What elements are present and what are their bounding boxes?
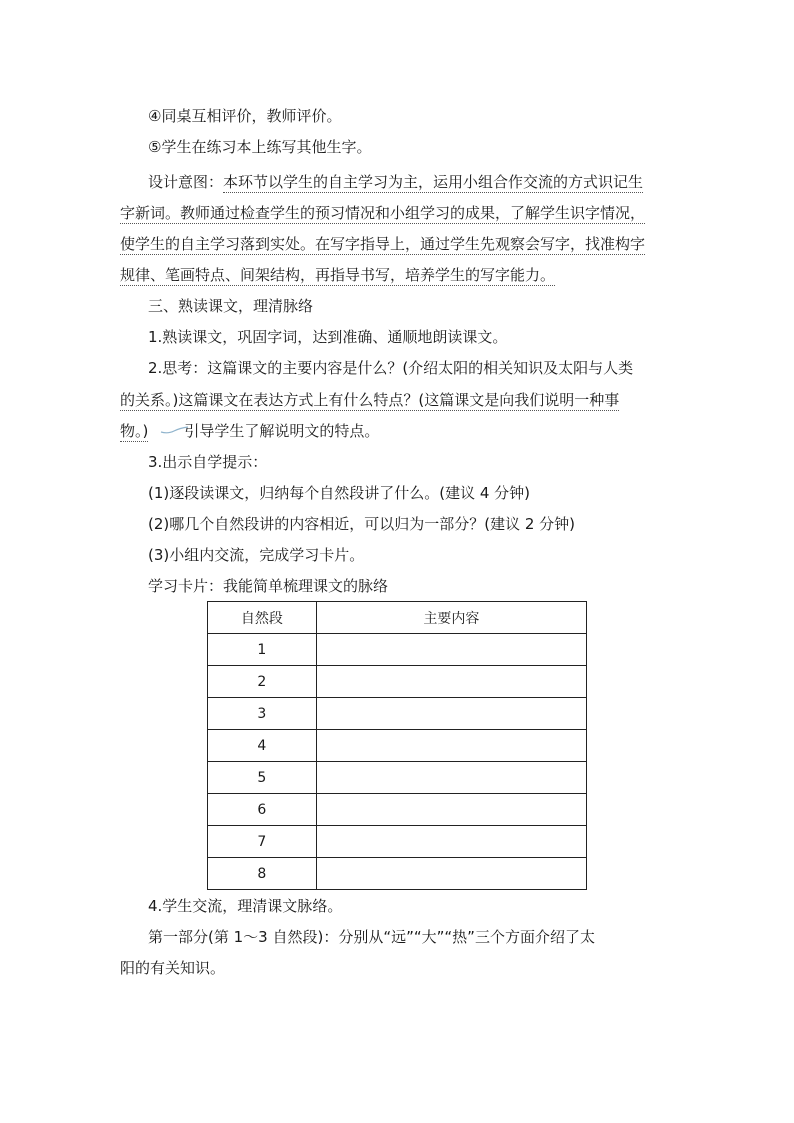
main-content-cell[interactable] [316, 858, 586, 890]
handwritten-mark-icon [160, 422, 190, 436]
step-3-heading: 3.出示自学提示： [148, 453, 268, 471]
step-4-text: 4.学生交流，理清课文脉络。 [148, 897, 343, 915]
paragraph-practice-writing: ⑤学生在练习本上练写其他生字。 [148, 138, 372, 156]
paragraph-number-cell: 4 [208, 730, 317, 762]
main-content-cell[interactable] [316, 762, 586, 794]
part-one-line-1: 第一部分(第 1～3 自然段)：分别从“远”“大”“热”三个方面介绍了太 [148, 928, 595, 946]
paragraph-number-cell: 8 [208, 858, 317, 890]
step-2-line-3: 物。) 引导学生了解说明文的特点。 [120, 422, 380, 440]
self-study-tip-1: (1)逐段读课文，归纳每个自然段讲了什么。(建议 4 分钟) [148, 484, 531, 502]
design-intent-line-2: 字新词。教师通过检查学生的预习情况和小组学习的成果，了解学生识字情况， [120, 204, 646, 222]
section-heading-three: 三、熟读课文，理清脉络 [148, 297, 314, 315]
part-one-line-2: 阳的有关知识。 [120, 959, 226, 977]
learning-card-table [207, 601, 587, 890]
table-row [208, 666, 587, 698]
main-content-cell[interactable] [316, 730, 586, 762]
design-intent-line-4: 规律、笔画特点、间架结构，再指导书写，培养学生的写字能力。 [120, 266, 556, 284]
table-row [208, 858, 587, 890]
column-header-main-content: 主要内容 [316, 602, 586, 634]
paragraph-number-cell: 3 [208, 698, 317, 730]
main-content-cell[interactable] [316, 698, 586, 730]
table-row [208, 826, 587, 858]
paragraph-number-cell: 7 [208, 826, 317, 858]
table-row [208, 698, 587, 730]
step-2-line-1: 2.思考：这篇课文的主要内容是什么？(介绍太阳的相关知识及太阳与人类 [148, 359, 634, 377]
table-row [208, 762, 587, 794]
step-1-text: 1.熟读课文，巩固字词，达到准确、通顺地朗读课文。 [148, 328, 508, 346]
main-content-cell[interactable] [316, 666, 586, 698]
design-intent-label: 设计意图： [148, 173, 224, 191]
paragraph-peer-review: ④同桌互相评价，教师评价。 [148, 107, 342, 125]
table-row [208, 730, 587, 762]
learning-card-title: 学习卡片：我能简单梳理课文的脉络 [148, 577, 389, 595]
self-study-tip-2: (2)哪几个自然段讲的内容相近，可以归为一部分？(建议 2 分钟) [148, 515, 576, 533]
table-row [208, 794, 587, 826]
paragraph-number-cell: 5 [208, 762, 317, 794]
table-row [208, 634, 587, 666]
design-intent-line-3: 使学生的自主学习落到实处。在写字指导上，通过学生先观察会写字，找准构字 [120, 235, 646, 253]
table-header-row [208, 602, 587, 634]
paragraph-number-cell: 1 [208, 634, 317, 666]
design-intent-text: 本环节以学生的自主学习为主，运用小组合作交流的方式识记生 [223, 173, 644, 191]
main-content-cell[interactable] [316, 826, 586, 858]
column-header-paragraph: 自然段 [208, 602, 317, 634]
step-2-line-2: 的关系。)这篇课文在表达方式上有什么特点？(这篇课文是向我们说明一种事 [120, 391, 620, 409]
paragraph-number-cell: 2 [208, 666, 317, 698]
paragraph-number-cell: 6 [208, 794, 317, 826]
main-content-cell[interactable] [316, 794, 586, 826]
self-study-tip-3: (3)小组内交流，完成学习卡片。 [148, 546, 365, 564]
design-intent-line-1 [148, 172, 643, 192]
main-content-cell[interactable] [316, 634, 586, 666]
